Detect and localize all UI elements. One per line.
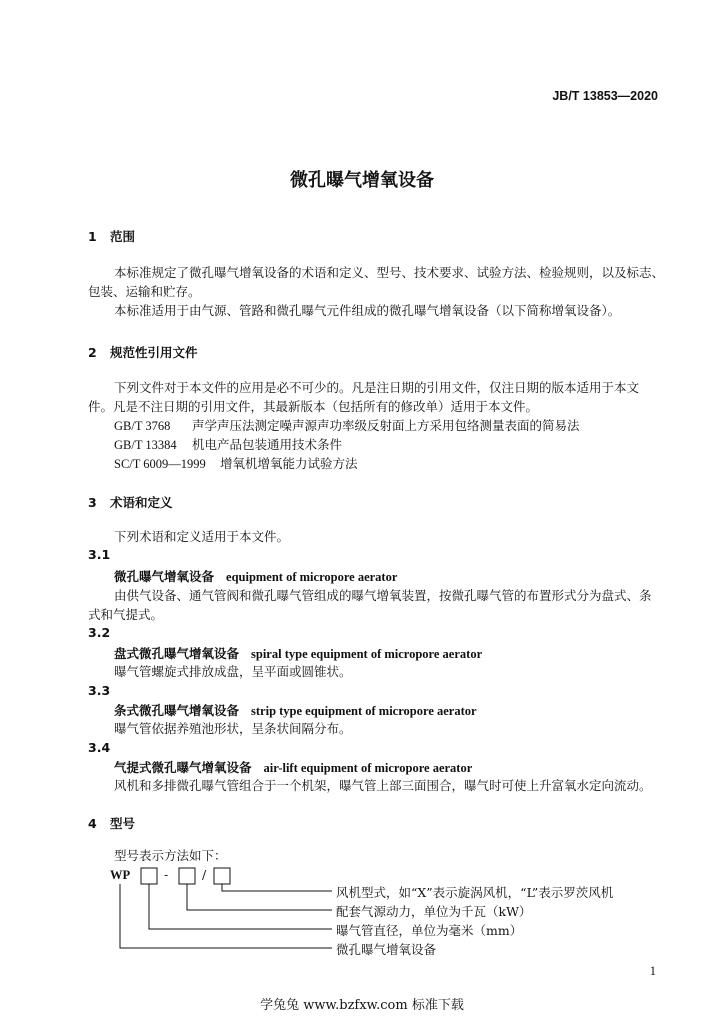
term-chinese: 微孔曝气增氧设备 [114,569,215,584]
label-fan-type: 风机型式，如“X”表示旋涡风机，“L”表示罗茨风机 [336,885,614,900]
paragraph-line: 本标准适用于由气源、管路和微孔曝气元件组成的微孔曝气增氧设备（以下简称增氧设备）。 [114,303,621,318]
leader-line-power [187,884,332,910]
term-english: spiral type equipment of micropore aerator [251,647,483,661]
leader-line-fan-type [222,884,332,891]
model-separator-dash: - [164,867,169,882]
label-device: 微孔曝气增氧设备 [336,942,437,957]
label-diameter: 曝气管直径，单位为毫米（mm） [336,923,523,938]
term-entry [114,701,477,719]
leader-line-prefix [120,884,332,948]
term-english: air-lift equipment of micropore aerator [263,761,473,775]
term-definition: 曝气管依据养殖池形状，呈条状间隔分布。 [114,721,352,736]
section-1-heading [88,227,135,245]
term-number: 3.1 [88,547,111,562]
section-title: 型号 [110,816,136,831]
term-entry [114,758,472,776]
paragraph-line: 件。凡是不注日期的引用文件，其最新版本（包括所有的修改单）适用于本文件。 [88,399,539,414]
term-definition: 风机和多排微孔曝气管组合于一个机架，曝气管上部三面围合，曝气时可使上升富氧水定向流动。 [114,778,652,793]
term-chinese: 盘式微孔曝气增氧设备 [114,646,240,661]
model-designation-diagram [110,852,670,962]
section-number: 3 [88,495,97,510]
footer-watermark[interactable]: 学兔兔 www.bzfxw.com 标准下载 [260,998,464,1013]
placeholder-box-fan-type [214,868,230,884]
reference-title: 增氧机增氧能力试验方法 [220,456,358,471]
term-definition: 曝气管螺旋式排放成盘，呈平面或圆锥状。 [114,664,352,679]
reference-title: 声学声压法测定噪声源声功率级反射面上方采用包络测量表面的简易法 [192,418,580,433]
paragraph-line: 本标准规定了微孔曝气增氧设备的术语和定义、型号、技术要求、试验方法、检验规则，以及标志、 [114,265,665,280]
term-chinese: 条式微孔曝气增氧设备 [114,703,240,718]
term-number: 3.4 [88,740,111,755]
model-prefix: WP [110,868,131,882]
section-title: 范围 [110,229,136,244]
section-number: 4 [88,816,97,831]
reference-item [114,416,580,436]
reference-item [114,454,358,474]
term-chinese: 气提式微孔曝气增氧设备 [114,760,252,775]
term-definition: 式和气提式。 [88,607,164,622]
reference-code: SC/T 6009—1999 [114,457,206,471]
section-number: 1 [88,229,97,244]
reference-title: 机电产品包装通用技术条件 [192,437,343,452]
reference-code: GB/T 13384 [114,438,177,452]
section-number: 2 [88,345,97,360]
term-definition: 由供气设备、通气管阀和微孔曝气管组成的曝气增氧装置，按微孔曝气管的布置形式分为盘式、条 [114,588,652,603]
standard-code: JB/T 13853—2020 [552,89,658,103]
model-separator-slash: / [202,867,207,882]
term-number: 3.3 [88,683,111,698]
placeholder-box-power [179,868,195,884]
section-title: 术语和定义 [110,495,173,510]
section-2-heading [88,343,198,361]
reference-code: GB/T 3768 [114,419,171,433]
section-3-heading [88,493,173,511]
term-entry [114,567,397,585]
section-title: 规范性引用文件 [110,345,198,360]
term-english: equipment of micropore aerator [226,570,398,584]
term-english: strip type equipment of micropore aerator [251,704,477,718]
document-title: 微孔曝气增氧设备 [290,170,434,191]
paragraph-line: 型号表示方法如下： [114,848,227,863]
term-number: 3.2 [88,625,111,640]
paragraph-line: 包装、运输和贮存。 [88,284,201,299]
reference-item [114,435,342,455]
paragraph-line: 下列术语和定义适用于本文件。 [114,529,290,544]
label-power: 配套气源动力，单位为千瓦（kW） [336,904,532,919]
paragraph-line: 下列文件对于本文件的应用是必不可少的。凡是注日期的引用文件，仅注日期的版本适用于本文 [114,380,640,395]
page-number: 1 [649,964,656,978]
section-4-heading [88,814,135,832]
placeholder-box-diameter [141,868,157,884]
term-entry [114,644,482,662]
